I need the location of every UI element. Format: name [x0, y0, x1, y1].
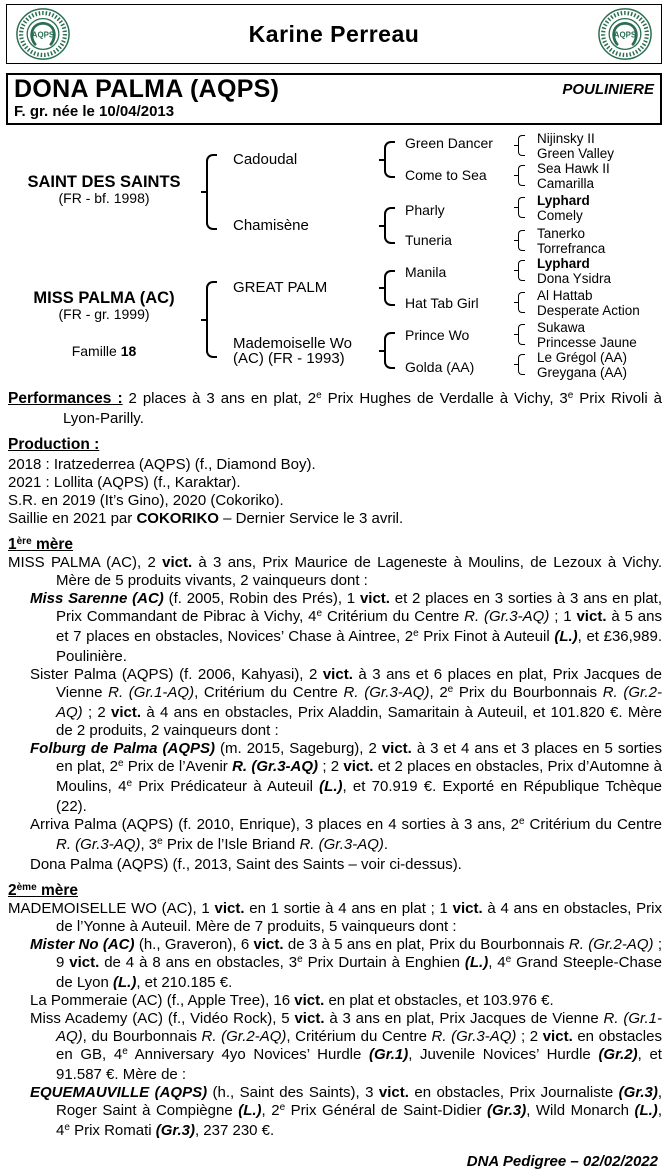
mare2-mister-no	[8, 936, 662, 992]
text-segment: Critérium du Centre	[322, 608, 465, 625]
bracket-small	[518, 165, 525, 186]
text-segment: e	[157, 836, 163, 847]
mare1-heading-sup: ère	[16, 536, 32, 547]
pedigree-name: Golda (AA)	[405, 359, 475, 375]
pedigree-name	[233, 336, 352, 366]
pedigree-tree	[6, 131, 662, 383]
text-segment: R. (Gr.1-AQ)	[56, 1010, 662, 1045]
mare1-miss-sarenne	[8, 590, 662, 666]
text-segment: 2 places à 3 ans en plat, 2	[122, 390, 317, 407]
text-segment: e	[505, 954, 512, 965]
text-segment: , Critérium du Centre	[286, 1028, 432, 1045]
text-segment: à 4 ans en obstacles, Prix Aladdin, Samaritain à Auteuil, et 101.820 €. Mère de 2 produits, 2 vainqueurs dont :	[56, 704, 663, 739]
text-segment: 2021 : Lollita (AQPS) (f., Karaktar).	[8, 474, 241, 491]
pedigree-name: Nijinsky II	[537, 131, 595, 146]
pedigree-pair	[537, 131, 614, 161]
production-heading: Production :	[8, 436, 100, 453]
text-segment: , et 70.919 €. Exporté en République Tchèque (22).	[56, 778, 662, 815]
page-title: Karine Perreau	[248, 20, 420, 47]
bracket-small	[518, 354, 525, 375]
text-segment: Grand Steeple-Chase de Lyon	[56, 954, 662, 991]
text-segment: en 1 sortie à 4 ans en plat ; 1	[244, 900, 453, 917]
text-segment: ; 1	[549, 608, 577, 625]
text-segment: vict.	[576, 608, 607, 625]
pedigree-name: Camarilla	[537, 176, 595, 191]
text-segment: , Juvenile Novices’ Hurdle	[408, 1046, 599, 1063]
text-segment: Prix Prédicateur à Auteuil	[132, 778, 320, 795]
text-segment: , et 91.587 €. Mère de :	[56, 1046, 662, 1083]
text-segment: , 4	[56, 1102, 662, 1139]
pedigree-pair	[537, 350, 627, 380]
performances-heading: Performances :	[8, 390, 123, 407]
text-segment: e	[316, 608, 323, 619]
pedigree-name: Lyphard	[537, 193, 590, 208]
pedigree-pair	[537, 193, 590, 223]
performances-paragraph	[8, 390, 662, 428]
text-segment: vict.	[253, 936, 284, 953]
header	[6, 4, 662, 64]
text-segment: vict.	[359, 590, 390, 607]
text-segment: et 2 places en 3 sorties à 3 ans en plat, Prix Commandant de Pibrac à Vichy, 4	[56, 590, 662, 625]
text-segment: (L.)	[464, 954, 489, 971]
text-segment: , Roger Saint à Compiègne	[56, 1084, 663, 1119]
performances-text	[63, 390, 662, 427]
pedigree-name: Lyphard	[537, 256, 590, 271]
text-segment: (Gr.3)	[155, 1122, 195, 1139]
production-line	[8, 474, 662, 492]
text-segment: Prix de l’Avenir	[123, 758, 233, 775]
text-segment: (Gr.2)	[598, 1046, 638, 1063]
bracket	[384, 141, 395, 178]
text-segment: R. (Gr.3-AQ)	[56, 836, 141, 853]
text-segment: e	[518, 816, 525, 827]
text-segment: e	[117, 758, 124, 769]
text-segment: .	[383, 836, 389, 853]
famille-line	[6, 344, 202, 359]
bracket-small	[518, 197, 525, 218]
mare2-la-pommeraie	[8, 992, 662, 1010]
text-segment: en obstacles, Prix Journaliste	[408, 1084, 619, 1101]
text-segment: e	[567, 390, 574, 401]
text-segment: en plat et obstacles, et 103.976 €.	[324, 992, 554, 1009]
text-segment: , 237 230 €.	[194, 1122, 275, 1139]
bracket	[384, 332, 395, 369]
text-segment: (f. 2005, Robin des Prés), 1	[163, 590, 360, 607]
bracket	[206, 154, 217, 230]
text-segment: Prix Général de Saint-Didier	[285, 1102, 488, 1119]
text-segment: R. (Gr.3-AQ)	[343, 684, 430, 701]
mare2-equemauville	[8, 1084, 662, 1142]
text-segment: Dona Palma (AQPS) (f., 2013, Saint des Saints – voir ci-dessus).	[30, 856, 462, 873]
mare2-heading-num: 2	[8, 882, 17, 899]
pedigree-name: Greygana (AA)	[537, 365, 628, 380]
text-segment: , et £36,989. Poulinière.	[56, 628, 662, 665]
bracket	[384, 270, 395, 306]
dam-name: MISS PALMA (AC)	[33, 289, 175, 307]
sire-name: SAINT DES SAINTS	[27, 173, 181, 191]
sire-block	[6, 173, 202, 206]
text-segment: , Critérium du Centre	[194, 684, 344, 701]
text-segment: R. (Gr.3-AQ)	[464, 608, 550, 625]
text-segment: vict.	[381, 740, 412, 757]
bracket	[206, 281, 217, 358]
mare1-heading-word: mère	[31, 536, 74, 553]
text-segment: e	[447, 684, 454, 695]
bracket-small	[518, 260, 525, 281]
famille-label: Famille	[71, 343, 121, 359]
text-segment: , Wild Monarch	[526, 1102, 635, 1119]
text-segment: e	[297, 954, 303, 965]
text-segment: (L.)	[554, 628, 578, 645]
dam-block	[6, 289, 202, 322]
text-segment: , 2	[429, 684, 448, 701]
production-line	[8, 510, 662, 528]
pedigree-name: Hat Tab Girl	[405, 295, 479, 311]
mare2-intro	[8, 900, 662, 936]
text-segment: ; 2	[318, 758, 344, 775]
text-segment: (Gr.1)	[369, 1046, 409, 1063]
text-segment: (Gr.3)	[618, 1084, 658, 1101]
mare1-arriva	[8, 816, 662, 856]
text-segment: MISS PALMA (AC), 2	[8, 554, 163, 571]
text-segment: Saillie en 2021 par	[8, 510, 137, 527]
text-segment: Prix de l’Isle Briand	[162, 836, 300, 853]
bracket-small	[518, 135, 525, 156]
pedigree-name: Princesse Jaune	[537, 335, 637, 350]
mare1-intro	[8, 554, 662, 590]
text-segment: , du Bourbonnais	[82, 1028, 202, 1045]
text-segment: Critérium du Centre	[524, 816, 662, 833]
text-segment: e	[279, 1102, 286, 1113]
pedigree-name: Chamisène	[233, 217, 309, 234]
pedigree-name: Sukawa	[537, 320, 586, 335]
mare1-folburg	[8, 740, 662, 816]
text-segment: (L.)	[113, 974, 137, 991]
status-label: POULINIERE	[562, 81, 654, 98]
pedigree-name-line2: (AC) (FR - 1993)	[233, 350, 345, 367]
text-segment: à 5 ans et 7 places en obstacles, Novices’ Chase à Aintree, 2	[56, 608, 662, 645]
famille-number: 18	[120, 343, 137, 359]
pedigree-name: Le Grégol (AA)	[537, 350, 628, 365]
bracket-small	[518, 230, 525, 251]
text-segment: Prix du Bourbonnais	[453, 684, 603, 701]
aqps-logo-right	[597, 7, 653, 61]
pedigree-name: Tuneria	[405, 232, 452, 248]
text-segment: Miss Sarenne (AC)	[30, 590, 164, 607]
text-segment: (h., Saint des Saints), 3	[207, 1084, 379, 1101]
pedigree-name: Comely	[537, 208, 583, 223]
text-segment: R. (Gr.2-AQ)	[568, 936, 654, 953]
document-credit: DNA Pedigree – 02/02/2022	[466, 1153, 658, 1170]
dam-detail: (FR - gr. 1999)	[58, 306, 150, 322]
pedigree-name: Sea Hawk II	[537, 161, 610, 176]
text-segment: vict.	[378, 1084, 409, 1101]
text-segment: vict.	[111, 704, 142, 721]
text-segment: de 4 à 8 ans en obstacles, 3	[99, 954, 298, 971]
pedigree-name-line1: Mademoiselle Wo	[233, 335, 352, 352]
pedigree-name: Desperate Action	[537, 303, 640, 318]
text-segment: R. (Gr.1-AQ)	[108, 684, 195, 701]
text-segment: , et 210.185 €.	[136, 974, 233, 991]
text-segment: à 4 ans en obstacles, Prix de l’Yonne à Auteuil. Mère de 7 produits, 5 vainqueurs dont :	[56, 900, 663, 935]
mare2-heading-sup: ème	[16, 882, 37, 893]
text-segment: R. (Gr.2-AQ)	[201, 1028, 287, 1045]
pedigree-name: Tanerko	[537, 226, 586, 241]
pedigree-name: Green Valley	[537, 146, 615, 161]
text-segment: , 4	[488, 954, 506, 971]
svg-text:AQPS: AQPS	[613, 30, 637, 40]
production-list	[6, 456, 662, 528]
text-segment: S.R. en 2019 (It’s Gino), 2020 (Cokoriko).	[8, 492, 284, 509]
text-segment: vict.	[294, 1010, 325, 1027]
text-segment: (h., Graveron), 6	[134, 936, 254, 953]
pedigree-name: GREAT PALM	[233, 279, 328, 296]
horse-title-block	[6, 73, 662, 125]
pedigree-pair	[537, 161, 610, 191]
svg-text:AQPS: AQPS	[31, 30, 55, 40]
text-segment: (L.)	[634, 1102, 658, 1119]
pedigree-name: Pharly	[405, 202, 445, 218]
bracket-small	[518, 324, 525, 345]
text-segment: La Pommeraie (AC) (f., Apple Tree), 16	[30, 992, 295, 1009]
text-segment: , 3	[140, 836, 158, 853]
aqps-logo-left	[15, 7, 71, 61]
mare2-miss-academy	[8, 1010, 662, 1084]
text-segment: – Dernier Service le 3 avril.	[218, 510, 404, 527]
text-segment: vict.	[69, 954, 100, 971]
mare1-heading-num: 1	[8, 536, 17, 553]
text-segment: , 2	[261, 1102, 280, 1119]
text-segment: ; 9	[56, 936, 662, 971]
text-segment: MADEMOISELLE WO (AC), 1	[8, 900, 215, 917]
sire-detail: (FR - bf. 1998)	[58, 190, 150, 206]
pedigree-name: Dona Ysidra	[537, 271, 612, 286]
pedigree-name: Cadoudal	[233, 151, 298, 168]
text-segment: ; 2	[516, 1028, 543, 1045]
pedigree-name: Manila	[405, 264, 447, 280]
production-line	[8, 456, 662, 474]
mare1-sister-palma	[8, 666, 662, 740]
text-segment: (L.)	[319, 778, 343, 795]
text-segment: Prix Rivoli à Lyon-Parilly.	[63, 390, 663, 427]
text-segment: Mister No (AC)	[30, 936, 135, 953]
text-segment: e	[413, 628, 419, 639]
text-segment: vict.	[162, 554, 193, 571]
text-segment: 2018 : Iratzederrea (AQPS) (f., Diamond Boy).	[8, 456, 316, 473]
pedigree-pair	[537, 226, 605, 256]
text-segment: R. (Gr.3-AQ)	[431, 1028, 517, 1045]
text-segment: Prix Hughes de Verdalle à Vichy, 3	[321, 390, 568, 407]
pedigree-pair	[537, 288, 640, 318]
text-segment: Folburg de Palma (AQPS)	[30, 740, 216, 757]
pedigree-name: Torrefranca	[537, 241, 606, 256]
production-line	[8, 492, 662, 510]
text-segment: vict.	[542, 1028, 573, 1045]
text-segment: vict.	[343, 758, 374, 775]
text-segment: COKORIKO	[136, 510, 219, 527]
bracket	[384, 207, 395, 244]
text-segment: (m. 2015, Sageburg), 2	[215, 740, 382, 757]
text-segment: Miss Academy (AC) (f., Vidéo Rock), 5	[30, 1010, 295, 1027]
pedigree-name: Green Dancer	[405, 135, 493, 151]
text-segment: e	[64, 1122, 70, 1133]
mare2-heading	[8, 882, 662, 900]
text-segment: à 3 ans et 6 places en plat, Prix Jacques de Vienne	[56, 666, 662, 701]
text-segment: Prix Romati	[69, 1122, 156, 1139]
pedigree-name: Prince Wo	[405, 327, 470, 343]
pedigree-name: Come to Sea	[405, 167, 487, 183]
text-segment: en obstacles en GB, 4	[56, 1028, 662, 1063]
text-segment: à 3 et 4 ans et 3 places en 5 sorties en plat, 2	[56, 740, 663, 775]
text-segment: R. (Gr.3-AQ)	[299, 836, 384, 853]
text-segment: (L.)	[238, 1102, 262, 1119]
mare2-heading-word: mère	[36, 882, 79, 899]
text-segment: de 3 à 5 ans en plat, Prix du Bourbonnais	[283, 936, 569, 953]
text-segment: EQUEMAUVILLE (AQPS)	[30, 1084, 208, 1101]
mare1-dona	[8, 856, 662, 874]
text-segment: Prix Finot à Auteuil	[418, 628, 555, 645]
text-segment: ; 2	[82, 704, 112, 721]
text-segment: (Gr.3)	[487, 1102, 527, 1119]
text-segment: vict.	[322, 666, 353, 683]
text-segment: vict.	[452, 900, 483, 917]
text-segment: e	[122, 1046, 128, 1057]
text-segment: Arriva Palma (AQPS) (f. 2010, Enrique), 3 places en 4 sorties à 3 ans, 2	[30, 816, 519, 833]
text-segment: Sister Palma (AQPS) (f. 2006, Kahyasi), 2	[30, 666, 323, 683]
pedigree-name: Al Hattab	[537, 288, 593, 303]
mare1-heading	[8, 536, 662, 554]
bracket-small	[518, 292, 525, 313]
text-segment: e	[126, 778, 133, 789]
text-segment: à 3 ans, Prix Maurice de Lageneste à Moulins, de Lezoux à Vichy. Mère de 5 produits vivants, 2 vainqueurs dont :	[56, 554, 662, 589]
text-segment: vict.	[294, 992, 325, 1009]
text-segment: Anniversary 4yo Novices’ Hurdle	[127, 1046, 370, 1063]
text-segment: vict.	[214, 900, 245, 917]
birth-line: F. gr. née le 10/04/2013	[14, 103, 175, 120]
text-segment: et 2 places en obstacles, Prix d’Automne à Moulins, 4	[56, 758, 662, 795]
text-segment: R. (Gr.2-AQ)	[56, 684, 662, 721]
text-segment: à 3 ans en plat, Prix Jacques de Vienne	[324, 1010, 604, 1027]
text-segment: e	[316, 390, 322, 401]
pedigree-pair	[537, 320, 637, 350]
horse-name: DONA PALMA (AQPS)	[14, 75, 280, 103]
text-segment: Prix Durtain à Enghien	[302, 954, 465, 971]
pedigree-pair	[537, 256, 611, 286]
text-segment: R. (Gr.3-AQ)	[232, 758, 319, 775]
